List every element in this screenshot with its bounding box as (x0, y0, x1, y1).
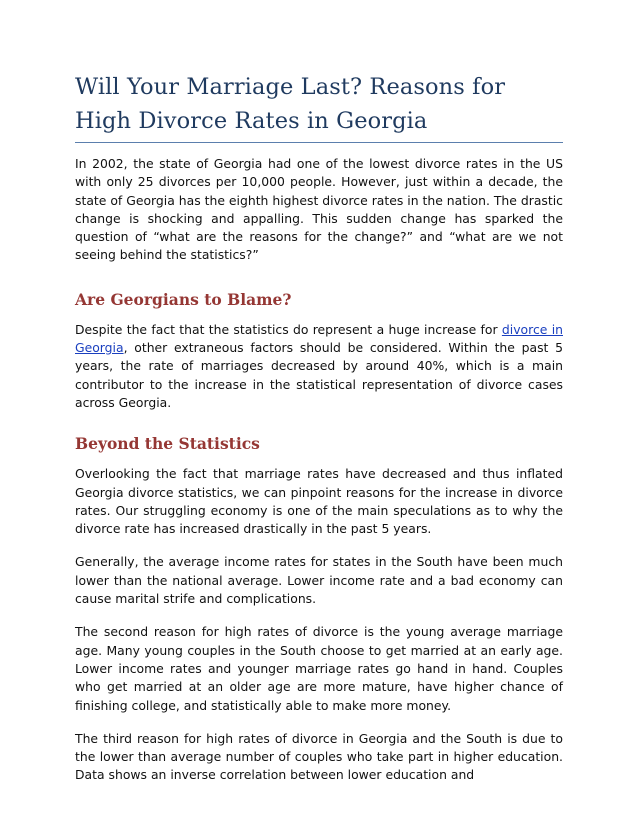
beyond-paragraph-4: The third reason for high rates of divorce in Georgia and the South is due to the lower than average number of couples who take part in higher education. Data shows an inverse correlation between lower education and (75, 730, 563, 783)
beyond-paragraph-3: The second reason for high rates of divorce is the young average marriage age. Many young couples in the South choose to get married at an early age. Lower income rates and younger marriage rates go hand in hand. Couples who get married at an older age are more mature, have higher chance of finishing college, and statistically able to make more money. (75, 624, 563, 713)
divorce-in-georgia-link[interactable]: divorce in Georgia (75, 321, 563, 356)
title-divider (75, 142, 563, 143)
section-heading-beyond-statistics: Beyond the Statistics (75, 434, 260, 454)
title-line-2: High Divorce Rates in Georgia (75, 108, 428, 134)
blame-text-before-link: Despite the fact that the statistics do represent a huge increase for (75, 321, 502, 337)
beyond-paragraph-1: Overlooking the fact that marriage rates have decreased and thus inflated Georgia divorce statistics, we can pinpoint reasons for the increase in divorce rates. Our struggling economy is one of the main speculations as to why the divorce rate has increased drastically in the past 5 years. (75, 466, 563, 537)
intro-paragraph: In 2002, the state of Georgia had one of the lowest divorce rates in the US with only 25 divorces per 10,000 people. However, just within a decade, the state of Georgia has the eighth highest divorce rates in the nation. The drastic change is shocking and appalling. This sudden change has sparked the question of “what are the reasons for the change?” and “what are we not seeing behind the statistics?” (75, 156, 563, 263)
section-heading-blame: Are Georgians to Blame? (75, 289, 292, 309)
title-line-1: Will Your Marriage Last? Reasons for (75, 74, 506, 100)
blame-paragraph (75, 321, 563, 412)
beyond-paragraph-2: Generally, the average income rates for states in the South have been much lower than the national average. Lower income rate and a bad economy can cause marital strife and complications. (75, 554, 563, 607)
document-page (75, 70, 563, 785)
document-title (75, 70, 563, 138)
blame-text-after-link: , other extraneous factors should be considered. Within the past 5 years, the rate of marriages decreased by around 40%, which is a main contributor to the increase in the statistical representation of divorce cases across Georgia. (75, 340, 563, 410)
